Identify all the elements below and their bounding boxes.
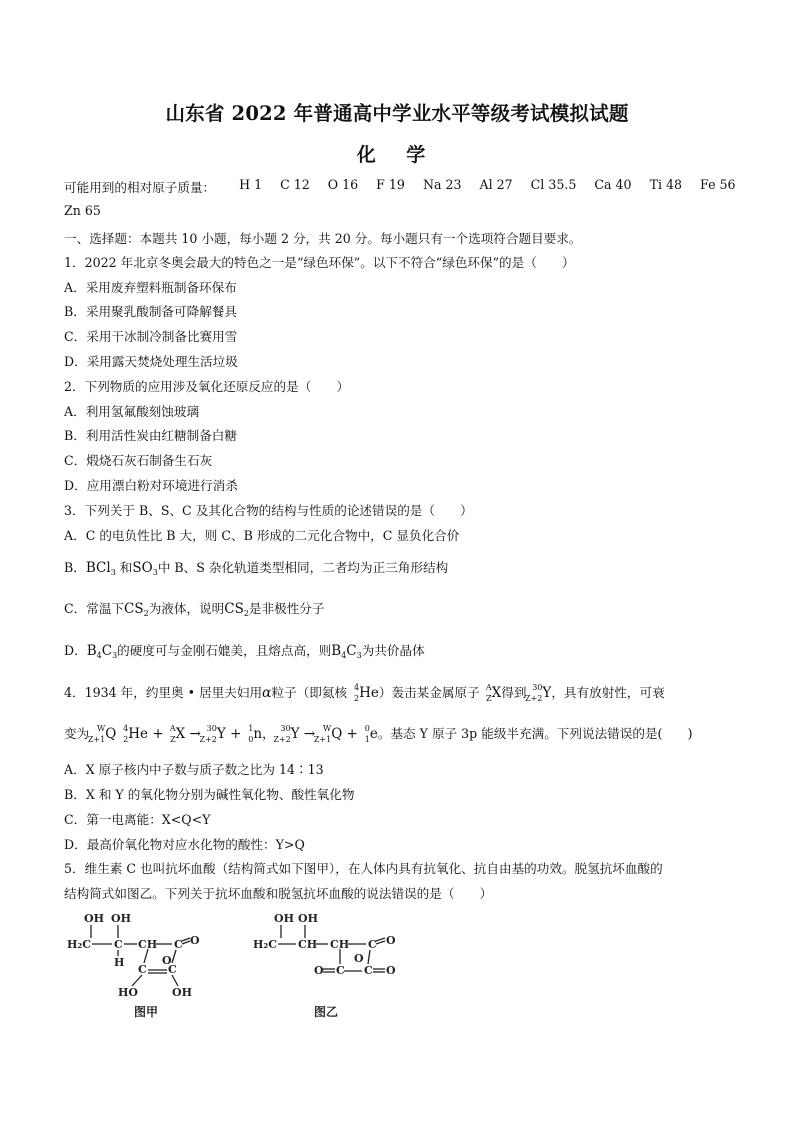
stem-text: 得到 <box>501 685 527 700</box>
formula-text: C <box>346 643 357 659</box>
question-1-option-a: A．采用废弃塑料瓶制备环保布 <box>64 280 237 295</box>
nuclide-scripts <box>164 723 176 744</box>
question-4-option-a: A．X 原子核内中子数与质子数之比为 14∶13 <box>64 762 324 777</box>
formula-b4c3 <box>331 643 361 659</box>
atom-c: C <box>368 938 377 951</box>
stem-text: ， <box>262 726 275 741</box>
atomic-number: Z+1 <box>87 734 106 744</box>
question-2-option-d: D．应用漂白粉对环境进行消杀 <box>64 478 238 493</box>
atomic-number: 0 <box>248 734 254 744</box>
question-4-stem-line-1 <box>64 682 665 703</box>
stem-text: 粒子（即氦核 <box>271 685 348 700</box>
stem-text: ）轰击某金属原子 <box>378 685 480 700</box>
nuclide-scripts <box>358 723 370 744</box>
atom-h2c: H₂C <box>253 938 277 951</box>
atom-c: C <box>174 938 183 951</box>
formula-subscript: 4 <box>96 651 102 660</box>
mass-number: 1 <box>248 723 254 733</box>
equation-text: Y + <box>216 726 242 742</box>
formula-text: SO <box>132 560 153 576</box>
nuclide-symbol: Q <box>105 726 117 742</box>
formula-text: C <box>101 643 113 659</box>
nuclide-scripts <box>87 723 106 744</box>
formula-subscript: 4 <box>341 651 347 660</box>
mass-number: W <box>322 723 332 733</box>
nuclide-scripts <box>241 723 254 744</box>
atomic-masses-line <box>64 177 736 196</box>
question-1-option-c: C．采用干冰制冷制备比赛用雪 <box>64 329 238 344</box>
formula-cs2 <box>224 601 249 617</box>
nuclide-symbol: X <box>491 685 502 701</box>
question-4-stem-line-2 <box>64 723 693 744</box>
atom-oh: OH <box>172 986 192 999</box>
stem-text: 。基态 Y 原子 3p 能级半充满。下列说法错误的是( ) <box>377 726 693 741</box>
question-3-stem: 3．下列关于 B、S、C 及其化合物的结构与性质的论述错误的是（ ） <box>64 503 473 518</box>
option-text: 为共价晶体 <box>361 643 425 658</box>
atom-c: C <box>364 964 373 977</box>
question-1-option-d: D．采用露天焚烧处理生活垃圾 <box>64 354 238 369</box>
option-text: 的硬度可与金刚石媲美，且熔点高，则 <box>117 643 332 658</box>
question-3-option-d <box>64 640 425 659</box>
section-heading: 一、选择题：本题共 10 小题，每小题 2 分，共 20 分。每小题只有一个选项符合题目要求。 <box>64 231 582 246</box>
option-text: 是非极性分子 <box>248 601 325 616</box>
question-1-option-b: B．采用聚乳酸制备可降解餐具 <box>64 304 237 319</box>
option-text: 和 <box>119 560 133 575</box>
atom-oh: OH <box>111 912 131 925</box>
ascorbic-acid-structure <box>64 908 224 1023</box>
atomic-number: Z <box>170 734 176 744</box>
formula-text: BCl <box>85 560 111 576</box>
equation-text: He + <box>128 726 164 742</box>
formula-subscript: 3 <box>152 568 158 577</box>
formula-text: CS <box>224 601 244 617</box>
formula-text: CS <box>124 601 144 617</box>
mass-number: 4 <box>123 723 129 733</box>
atom-c: C <box>336 964 345 977</box>
option-text: 中 B、S 杂化轨道类型相同，二者均为正三角形结构 <box>157 560 449 575</box>
atomic-number: Z <box>486 693 492 703</box>
nuclide-symbol: e <box>369 726 378 742</box>
nuclide-symbol: Y <box>542 685 552 701</box>
atom-o: O <box>354 952 364 965</box>
atomic-number: Z+2 <box>199 734 217 744</box>
atomic-number: 1 <box>364 734 370 744</box>
mass-item: O 16 <box>327 177 359 192</box>
subject-title <box>0 140 794 167</box>
option-text: 为液体，说明 <box>148 601 225 616</box>
question-4-option-d: D．最高价氧化物对应水化物的酸性：Y>Q <box>64 837 305 852</box>
formula-bcl3 <box>86 560 116 576</box>
formula-cs2 <box>124 601 149 617</box>
question-3-option-a: A．C 的电负性比 B 大，则 C、B 形成的二元化合物中，C 显负化合价 <box>64 528 460 543</box>
option-label: D． <box>64 643 87 658</box>
subject-text: 化 学 <box>356 144 438 166</box>
atom-h: H <box>114 956 125 969</box>
atomic-number: Z+2 <box>525 693 543 703</box>
equation-text: X → <box>175 726 201 742</box>
atom-c: C <box>114 938 123 951</box>
question-2-option-c: C．煅烧石灰石制备生石灰 <box>64 453 213 468</box>
question-2-stem: 2．下列物质的应用涉及氧化还原反应的是（ ） <box>64 379 350 394</box>
atom-c: C <box>138 963 147 976</box>
formula-subscript: 2 <box>143 609 149 618</box>
mass-item: F 19 <box>376 177 405 192</box>
formula-text: B <box>86 643 97 659</box>
nuclide-scripts <box>480 682 492 703</box>
atomic-number: 2 <box>353 693 360 703</box>
mass-number: W <box>96 723 106 733</box>
nuclide-scripts <box>313 723 332 744</box>
formula-subscript: 3 <box>110 568 116 577</box>
figure-caption-right: 图乙 <box>314 1005 339 1019</box>
question-5-stem-line-2: 结构简式如图乙。下列关于抗坏血酸和脱氢抗坏血酸的说法错误的是（ ） <box>64 886 493 901</box>
stem-text: ，具有放射性，可衰 <box>551 685 665 700</box>
atom-oh: OH <box>298 912 318 925</box>
nuclide-symbol: He <box>359 685 379 701</box>
formula-b4c3 <box>87 643 117 659</box>
mass-number: 30 <box>280 723 291 733</box>
nuclide-scripts <box>199 723 217 744</box>
formula-subscript: 3 <box>112 651 118 660</box>
exam-title: 山东省 2022 年普通高中学业水平等级考试模拟试题 <box>165 102 629 125</box>
atom-c: C <box>168 963 177 976</box>
bond-lines <box>91 925 190 986</box>
atomic-number: Z+2 <box>273 734 291 744</box>
option-text: C．常温下 <box>64 601 125 616</box>
mass-item: H 1 <box>239 177 263 192</box>
atom-oh: OH <box>84 912 104 925</box>
atom-o: O <box>314 964 324 977</box>
formula-subscript: 3 <box>356 651 362 660</box>
mass-item: Fe 56 <box>700 177 736 192</box>
atom-oh: OH <box>274 912 294 925</box>
atom-o: O <box>190 934 200 947</box>
nuclide-symbol: n <box>253 726 263 742</box>
mass-item: Na 23 <box>422 177 462 192</box>
mass-number: A <box>169 723 176 733</box>
question-1-stem: 1．2022 年北京冬奥会最大的特色之一是“绿色环保”。以下不符合“绿色环保”的是（ ） <box>64 255 575 270</box>
mass-number: 30 <box>206 723 217 733</box>
mass-item: Ti 48 <box>649 177 683 192</box>
mass-number: 0 <box>364 723 370 733</box>
atomic-number: Z+1 <box>313 734 332 744</box>
question-4-option-b: B．X 和 Y 的氧化物分别为碱性氧化物、酸性氧化物 <box>64 787 355 802</box>
mass-item: C 12 <box>280 177 310 192</box>
atom-h2c: H₂C <box>67 938 91 951</box>
equation-text: Y → <box>290 726 316 742</box>
formula-so3 <box>132 560 157 576</box>
stem-text: 变为 <box>64 726 90 741</box>
atom-ho: HO <box>118 986 138 999</box>
atom-o: O <box>386 934 396 947</box>
mass-item: Cl 35.5 <box>530 177 577 192</box>
option-label: B． <box>64 560 86 575</box>
mass-item: Ca 40 <box>594 177 632 192</box>
figure-caption-left: 图甲 <box>134 1005 159 1019</box>
atomic-number: 2 <box>123 734 129 744</box>
mass-number: A <box>485 682 492 692</box>
formula-subscript: 2 <box>243 609 249 618</box>
mass-number: 4 <box>353 682 360 692</box>
question-3-option-b <box>64 557 448 576</box>
masses-lead: 可能用到的相对原子质量： <box>64 180 216 195</box>
formula-text: B <box>331 643 342 659</box>
stem-text: 4．1934 年，约里奥 • 居里夫妇用 <box>64 685 263 700</box>
nuclide-scripts <box>525 682 543 703</box>
question-2-option-b: B．利用活性炭由红糖制备白糖 <box>64 428 237 443</box>
nuclide-scripts <box>116 723 129 744</box>
nuclide-scripts <box>347 682 360 703</box>
nuclide-scripts <box>273 723 291 744</box>
mass-number: 30 <box>532 682 543 692</box>
atom-o: O <box>386 964 396 977</box>
atom-o: O <box>162 954 172 967</box>
dehydroascorbic-acid-structure <box>250 908 420 1023</box>
atom-ch: CH <box>330 938 350 951</box>
mass-item: Al 27 <box>479 177 513 192</box>
question-3-option-c <box>64 598 324 617</box>
question-4-option-c: C．第一电离能：X<Q<Y <box>64 812 211 827</box>
masses-wrap: Zn 65 <box>64 203 101 218</box>
question-5-stem-line-1: 5．维生素 C 也叫抗坏血酸（结构简式如下图甲），在人体内具有抗氧化、抗自由基的功效。脱氢抗坏血酸的 <box>64 861 663 876</box>
equation-text: Q + <box>331 726 358 742</box>
alpha-symbol: α <box>262 685 272 701</box>
question-2-option-a: A．利用氢氟酸刻蚀玻璃 <box>64 404 200 419</box>
atom-ch: CH <box>138 938 158 951</box>
atom-ch: CH <box>298 938 318 951</box>
